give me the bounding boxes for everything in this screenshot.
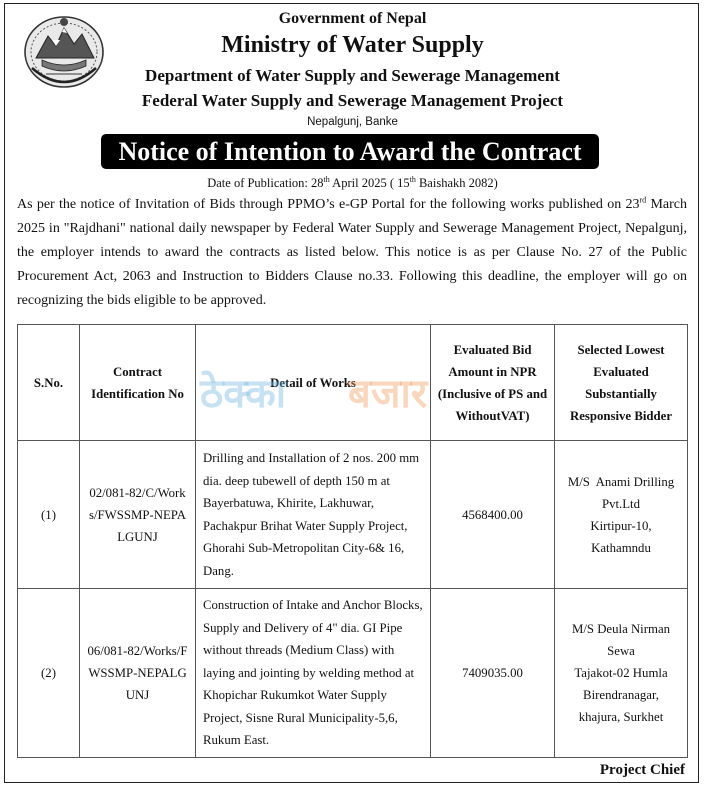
ministry-heading: Ministry of Water Supply xyxy=(221,32,484,58)
row-detail: Drilling and Installation of 2 nos. 200 mm dia. deep tubewell of depth 150 m at Bayerbatuwa, Khirite, Lakhuwar, Pachakpur Brihat Water Supply Project, Ghorahi Sub-Metropolitan City-6& 16, Dang. xyxy=(196,441,431,589)
header-amount: Evaluated Bid Amount in NPR (Inclusive of PS and WithoutVAT) xyxy=(431,325,555,441)
row-sno: (2) xyxy=(18,589,80,758)
row-contract-id: 02/081-82/C/Works/FWSSMP-NEPALGUNJ xyxy=(80,441,196,589)
watermark-part2: बजार xyxy=(348,371,428,417)
row-contract-id: 06/081-82/Works/FWSSMP-NEPALGUNJ xyxy=(80,589,196,758)
row-bidder xyxy=(555,441,688,589)
bidder-name: M/S Anami Drilling Pvt.Ltd xyxy=(567,474,678,511)
row-bidder xyxy=(555,589,688,758)
publication-date: Date of Publication: 28th April 2025 ( 15th Baishakh 2082) xyxy=(207,174,498,190)
header-bidder: Selected Lowest Evaluated Substantially Responsive Bidder xyxy=(555,325,688,441)
bidder-address: Kirtipur-10, Kathamndu xyxy=(590,518,652,555)
table-row xyxy=(18,441,688,589)
project-heading: Federal Water Supply and Sewerage Management Project xyxy=(141,91,564,110)
table-header-row xyxy=(18,325,688,441)
bidder-address: Tajakot-02 Humla Birendranagar, khajura, Surkhet xyxy=(574,666,668,724)
row-amount: 4568400.00 xyxy=(431,441,555,589)
row-amount: 7409035.00 xyxy=(431,589,555,758)
header-contract-id: Contract Identification No xyxy=(80,325,196,441)
location-text: Nepalgunj, Banke xyxy=(307,116,398,128)
department-heading: Department of Water Supply and Sewerage Management xyxy=(145,66,560,85)
row-detail: Construction of Intake and Anchor Blocks, Supply and Delivery of 4" dia. GI Pipe without threads (Medium Class) with laying and jointing by welding method at Khopichar Rukumkot Water Supply Project, Sisne Rural Municipality-5,6, Rukum East. xyxy=(196,589,431,758)
bidder-name: M/S Deula Nirman Sewa xyxy=(571,622,671,658)
notice-body: As per the notice of Invitation of Bids through PPMO’s e-GP Portal for the following works published on 23rd March 2025 in "Rajdhani" national daily newspaper by Federal Water Supply and Sewerage Management Project, Nepalgunj, the employer intends to award the contracts as listed below. This notice is as per Clause No. 27 of the Public Procurement Act, 2063 and Instruction to Bidders Clause no.33. Following this deadline, the employer will go on recognizing the bids eligible to be approved. xyxy=(17,195,687,308)
table-row xyxy=(18,589,688,758)
notice-title-banner: Notice of Intention to Award the Contract xyxy=(101,134,599,169)
header-detail: Detail of Works xyxy=(196,325,431,441)
watermark-part1: ठेक्का xyxy=(200,371,287,417)
government-heading: Government of Nepal xyxy=(278,10,427,27)
row-sno: (1) xyxy=(18,441,80,589)
contracts-table xyxy=(17,324,688,758)
header-sno: S.No. xyxy=(18,325,80,441)
signoff-text: Project Chief xyxy=(599,762,685,778)
